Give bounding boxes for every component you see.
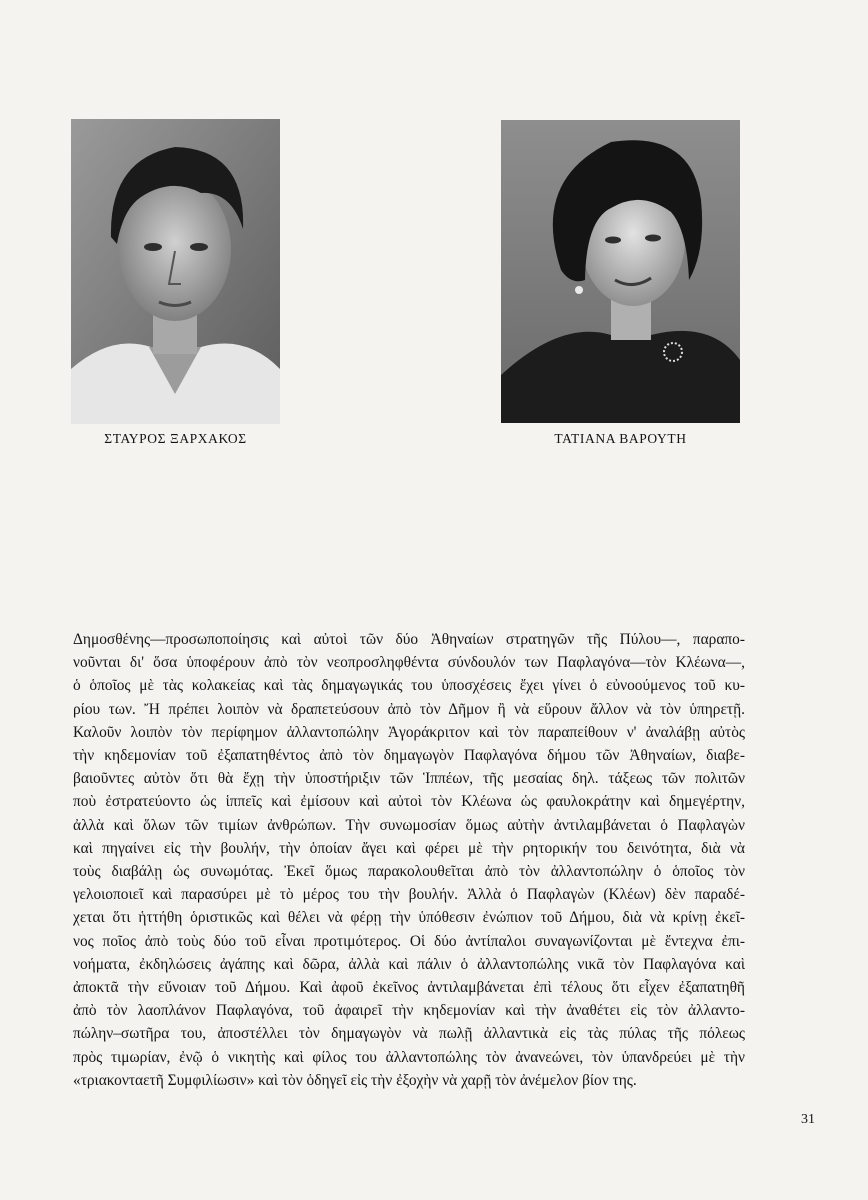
- text-line: ρίου των. Ἤ πρέπει λοιπὸν νὰ δραπετεύσουν ἀπὸ τὸν Δῆμον ἢ νὰ εὕρουν ἄλλον νὰ τὸν ὑπηρετῇ.: [73, 700, 745, 718]
- text-line: τὴν κηδεμονίαν τοῦ ἐξαπατηθέντος ἀπὸ τὸν δημαγωγὸν Παφλαγόνα δήμου τῶν Ἀθηναίων, διαβε-: [73, 747, 745, 765]
- text-line: νοῦνται δι' ὅσα ὑποφέρουν ἀπὸ τὸν νεοπροσληφθέντα σύνδουλόν των Παφλαγόνα—τὸν Κλέωνα—,: [73, 654, 745, 672]
- body-paragraph: [73, 628, 745, 1092]
- portrait-photo-man-icon: [71, 119, 280, 424]
- text-line: πώλην–σωτῆρα του, ἀποστέλλει τὸν δημαγωγὸν νὰ πωλῇ ἀλλαντικὰ εἰς τὰς πύλας τῆς πόλεως: [73, 1025, 745, 1043]
- text-line: ὁ ὁποῖος μὲ τὰς κολακείας καὶ τὰς δημαγωγικάς του ὑποσχέσεις ἔχει γίνει ὁ εὐνοούμενος τοῦ κυ-: [73, 677, 745, 695]
- text-line: πρὸς τιμωρίαν, ἐνῷ ὁ νικητὴς καὶ φίλος του ἀλλαντοπώλης τὸν ἀνανεώνει, τὸν ὑπανδρεύει μὲ τὴν: [73, 1048, 745, 1066]
- text-line: Δημοσθένης—προσωποποίησις καὶ αὐτοὶ τῶν δύο Ἀθηναίων στρατηγῶν τῆς Πύλου—, παραπο-: [73, 631, 745, 648]
- text-line: νοήματα, ἐκδηλώσεις ἀγάπης καὶ δῶρα, ἀλλὰ καὶ πάλιν ὁ ἀλλαντοπώλης νικᾶ τὸν Παφλαγόνα καὶ: [73, 955, 745, 973]
- text-line: καὶ πηγαίνει εἰς τὴν βουλήν, τὴν ὁποίαν ἄγει καὶ φέρει μὲ τὴν ρητορικήν του δεινότητα, διὰ νὰ: [73, 839, 745, 857]
- portrait-photo-woman-icon: [501, 120, 740, 423]
- text-line: «τριακονταετῆ Συμφιλίωσιν» καὶ τὸν ὁδηγεῖ εἰς τὴν ἐξοχὴν νὰ χαρῇ τὸν ἀνέμελον βίον της.: [73, 1071, 637, 1089]
- page-number: 31: [801, 1112, 815, 1127]
- text-line: Καλοῦν λοιπὸν τὸν περίφημον ἀλλαντοπώλην Ἀγοράκριτον καὶ τὸν παραπείθουν ν' ἀναλάβῃ αὐτὸς: [73, 723, 745, 741]
- text-line: τοὺς διαβάλῃ ὡς συνωμότας. Ἐκεῖ ὅμως παρακολουθεῖται ἀπὸ τὸν ἀλλαντοπώλην ὁ ὁποῖος τὸν: [73, 863, 745, 881]
- photo-caption-left: ΣΤΑΥΡΟΣ ΞΑΡΧΑΚΟΣ: [104, 431, 247, 446]
- text-line: βαιοῦντες αὐτὸν ὅτι θὰ ἔχῃ τὴν ὑποστήριξιν τῶν Ἱππέων, τῆς μεσαίας δηλ. τάξεως τῶν πολιτῶν: [73, 770, 745, 788]
- photo-caption-right: ΤΑΤΙΑΝΑ ΒΑΡΟΥΤΗ: [554, 431, 687, 446]
- text-line: νος ποῖος ἀπὸ τοὺς δύο τοῦ εἶναι προτιμότερος. Οἱ δύο ἀντίπαλοι συναγωνίζονται μὲ ἔντεχνα ἐπι-: [73, 932, 745, 950]
- text-line: ἀλλὰ καὶ ὅλων τῶν τιμίων ἀνθρώπων. Τὴν συνωμοσίαν ὅμως αὐτὴν ἀντιλαμβάνεται ὁ Παφλαγὼν: [73, 816, 745, 834]
- text-line: γελοιοποιεῖ καὶ παρασύρει μὲ τὸ μέρος του τὴν βουλήν. Ἀλλὰ ὁ Παφλαγὼν (Κλέων) δὲν παραδέ-: [73, 886, 745, 904]
- text-line: χεται ὅτι ἡττήθη ὁριστικῶς καὶ θέλει νὰ φέρῃ τὴν ὑπόθεσιν ἐνώπιον τοῦ Δήμου, διὰ νὰ κρίνῃ ἐκεῖ-: [73, 909, 745, 927]
- text-line: ἀποκτᾶ τὴν εὔνοιαν τοῦ Δήμου. Καὶ ἀφοῦ ἐκεῖνος ἀντιλαμβάνεται ἐπὶ τέλους ὅτι εἶχεν ἐξαπατηθῆ: [73, 979, 745, 997]
- text-line: ποὺ ἐστρατεύοντο ὡς ἱππεῖς καὶ ἐμίσουν καὶ αὐτοὶ τὸν Κλέωνα ὡς φαυλοκράτην καὶ δημεγέρτην,: [73, 793, 745, 811]
- text-line: ἀπὸ τὸν λαοπλάνον Παφλαγόνα, τοῦ ἀφαιρεῖ τὴν κηδεμονίαν καὶ τὴν ἀναθέτει εἰς τὸν ἀλλαντο-: [73, 1002, 745, 1020]
